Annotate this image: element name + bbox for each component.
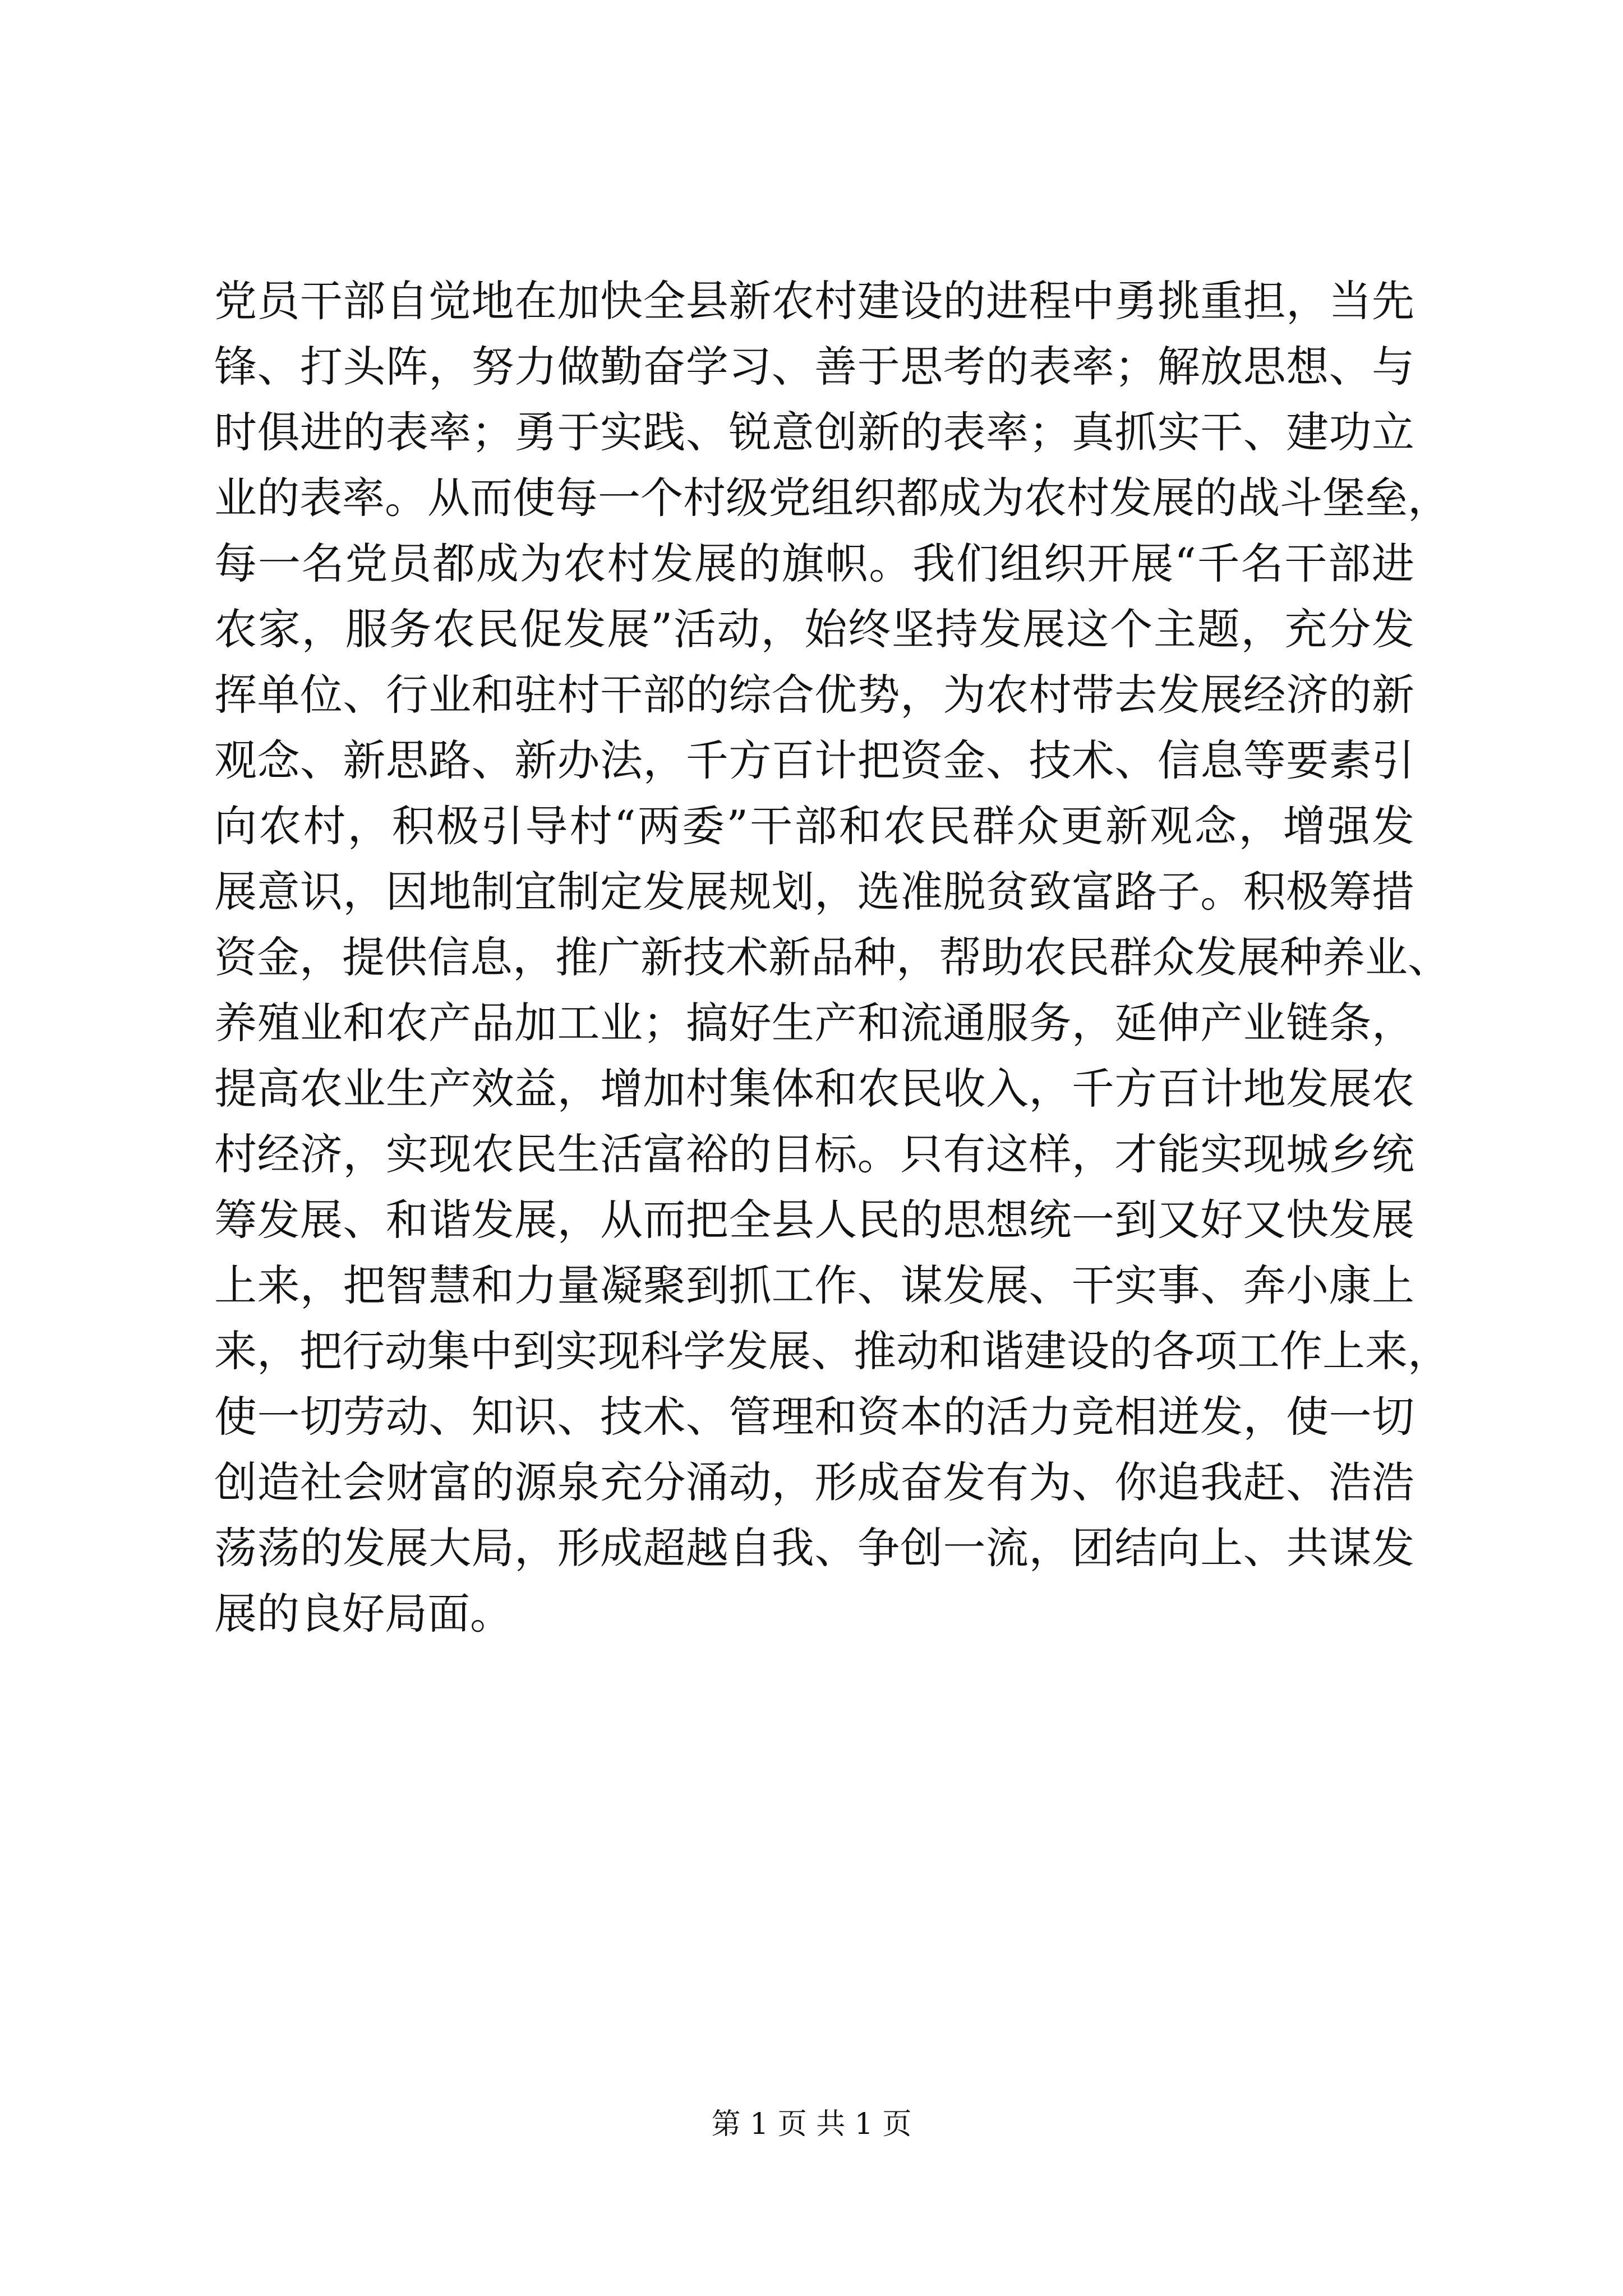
- text-line: 村经济，实现农民生活富裕的目标。只有这样，才能实现城乡统: [214, 1129, 1414, 1179]
- text-line: 业的表率。从而使每一个村级党组织都成为农村发展的战斗堡垒，: [214, 473, 1450, 523]
- body-paragraph: [214, 268, 1450, 1646]
- page-footer: 第 1 页 共 1 页: [711, 2108, 912, 2141]
- text-line: 养殖业和农产品加工业；搞好生产和流通服务，延伸产业链条，: [214, 998, 1414, 1048]
- text-line: 党员干部自觉地在加快全县新农村建设的进程中勇挑重担，当先: [214, 276, 1414, 326]
- text-line: 来，把行动集中到实现科学发展、推动和谐建设的各项工作上来，: [214, 1326, 1450, 1376]
- text-line: 观念、新思路、新办法，千方百计把资金、技术、信息等要素引: [214, 735, 1414, 785]
- text-line: 提高农业生产效益，增加村集体和农民收入，千方百计地发展农: [214, 1064, 1414, 1114]
- text-line: 农家，服务农民促发展”活动，始终坚持发展这个主题，充分发: [214, 604, 1414, 654]
- text-line: 展意识，因地制宜制定发展规划，选准脱贫致富路子。积极筹措: [214, 867, 1414, 917]
- text-line: 挥单位、行业和驻村干部的综合优势，为农村带去发展经济的新: [214, 670, 1414, 720]
- text-line: 向农村，积极引导村“两委”干部和农民群众更新观念，增强发: [214, 801, 1414, 851]
- text-line: 使一切劳动、知识、技术、管理和资本的活力竞相迸发，使一切: [214, 1392, 1414, 1442]
- text-line: 展的良好局面。: [214, 1589, 513, 1639]
- text-line: 每一名党员都成为农村发展的旗帜。我们组织开展“千名干部进: [214, 539, 1414, 588]
- text-line: 荡荡的发展大局，形成超越自我、争创一流，团结向上、共谋发: [214, 1523, 1414, 1573]
- text-line: 创造社会财富的源泉充分涌动，形成奋发有为、你追我赶、浩浩: [214, 1457, 1414, 1507]
- text-line: 锋、打头阵，努力做勤奋学习、善于思考的表率；解放思想、与: [214, 342, 1414, 392]
- text-line: 时俱进的表率；勇于实践、锐意创新的表率；真抓实干、建功立: [214, 407, 1414, 457]
- text-line: 上来，把智慧和力量凝聚到抓工作、谋发展、干实事、奔小康上: [214, 1260, 1414, 1310]
- text-line: 筹发展、和谐发展，从而把全县人民的思想统一到又好又快发展: [214, 1195, 1414, 1245]
- text-line: 资金，提供信息，推广新技术新品种，帮助农民群众发展种养业、: [214, 932, 1450, 982]
